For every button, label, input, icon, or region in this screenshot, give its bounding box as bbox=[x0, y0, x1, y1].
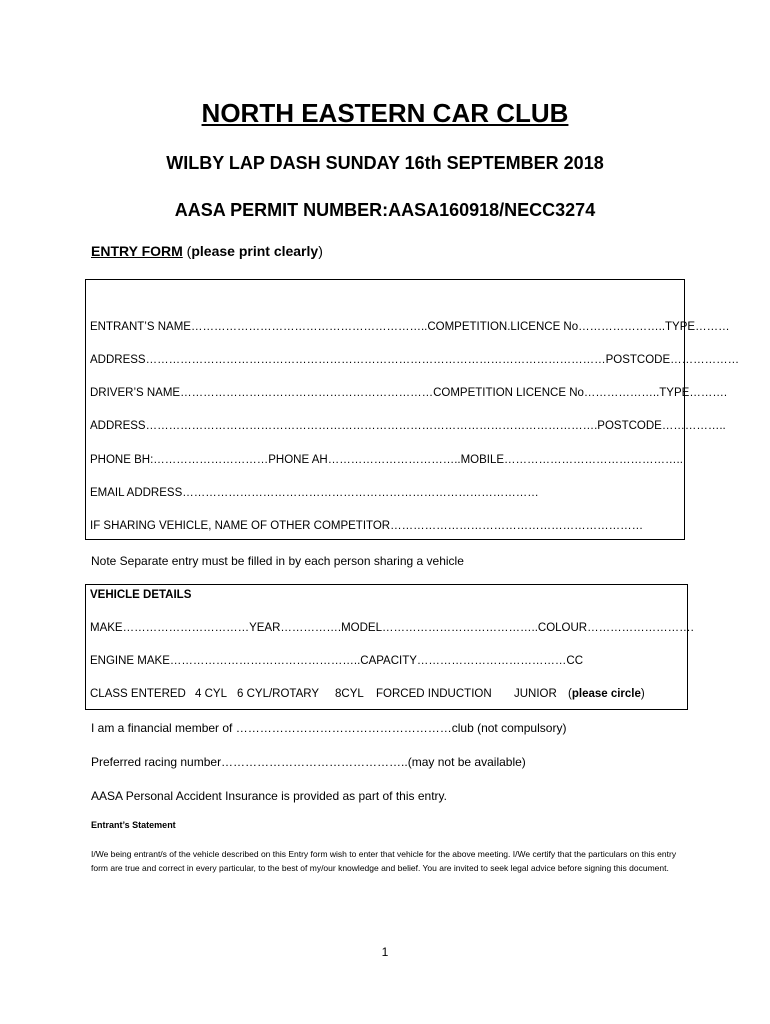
statement-text: I/We being entrant/s of the vehicle described on this Entry form wish to enter that vehicle for the above meeting. I/We certify that the particulars on this entry form are true and correct in every particular, to the best of my/our knowledge and belief. You are invited to seek legal advice before signing this document. bbox=[91, 849, 677, 873]
racing-number-field[interactable]: Preferred racing number………………………………………..(may not be available) bbox=[91, 755, 526, 769]
entry-form-label: ENTRY FORM bbox=[91, 243, 183, 259]
class-option-forced-induction[interactable]: FORCED INDUCTION bbox=[376, 688, 492, 700]
class-option-8cyl[interactable]: 8CYL bbox=[335, 688, 364, 700]
page-title: NORTH EASTERN CAR CLUB bbox=[201, 98, 569, 128]
sharing-note: Note Separate entry must be filled in by each person sharing a vehicle bbox=[91, 554, 464, 568]
email-field[interactable]: EMAIL ADDRESS………………………………………………………………………………… bbox=[90, 487, 539, 499]
class-entered-label: CLASS ENTERED bbox=[90, 688, 186, 700]
entry-form-note: please print clearly bbox=[191, 243, 319, 259]
insurance-note: AASA Personal Accident Insurance is provided as part of this entry. bbox=[91, 789, 447, 803]
event-heading: WILBY LAP DASH SUNDAY 16th SEPTEMBER 2018 bbox=[166, 153, 604, 173]
class-option-6cyl[interactable]: 6 CYL/ROTARY bbox=[237, 688, 320, 700]
entrant-address-field[interactable]: ADDRESS…………………………………………………………………………………………………………POSTCODE……………… bbox=[90, 354, 740, 366]
engine-make-field[interactable]: ENGINE MAKE…………………………………………..CAPACITY…………………………………CC bbox=[90, 655, 584, 667]
entry-form-heading bbox=[91, 243, 323, 259]
class-option-junior[interactable]: JUNIOR bbox=[514, 688, 557, 700]
driver-address-field[interactable]: ADDRESS……………………………………………………………………………………………………….POSTCODE…………….. bbox=[90, 420, 726, 432]
circle-note: please circle bbox=[571, 688, 641, 700]
phone-field[interactable]: PHONE BH:…………………………PHONE AH……………………………..MOBILE……………………………………….. bbox=[90, 454, 683, 466]
entrant-details-box bbox=[85, 279, 685, 540]
vehicle-details-heading: VEHICLE DETAILS bbox=[90, 589, 192, 601]
entrant-name-field[interactable]: ENTRANT’S NAME……………………………………………………..COMPETITION.LICENCE No…………………..TYPE……… bbox=[90, 321, 730, 333]
entry-form-close: ) bbox=[318, 243, 323, 259]
circle-instruction bbox=[568, 688, 645, 700]
driver-name-field[interactable]: DRIVER’S NAME…………………………………………………………COMPETITION LICENCE No………………..TYPE………. bbox=[90, 387, 728, 399]
circle-close: ) bbox=[640, 688, 645, 700]
circle-open: ( bbox=[568, 688, 572, 700]
statement-heading: Entrant’s Statement bbox=[91, 820, 176, 830]
financial-member-field[interactable]: I am a financial member of ………………………………………………club (not compulsory) bbox=[91, 721, 567, 735]
permit-heading: AASA PERMIT NUMBER:AASA160918/NECC3274 bbox=[174, 200, 596, 220]
class-option-4cyl[interactable]: 4 CYL bbox=[195, 688, 227, 700]
entry-form-open: ( bbox=[182, 243, 192, 259]
page-number: 1 bbox=[381, 945, 389, 959]
sharing-competitor-field[interactable]: IF SHARING VEHICLE, NAME OF OTHER COMPETITOR………………………………………………………… bbox=[90, 520, 644, 532]
vehicle-make-field[interactable]: MAKE……………………………YEAR…………….MODEL…………………………………..COLOUR………………………. bbox=[90, 622, 694, 634]
